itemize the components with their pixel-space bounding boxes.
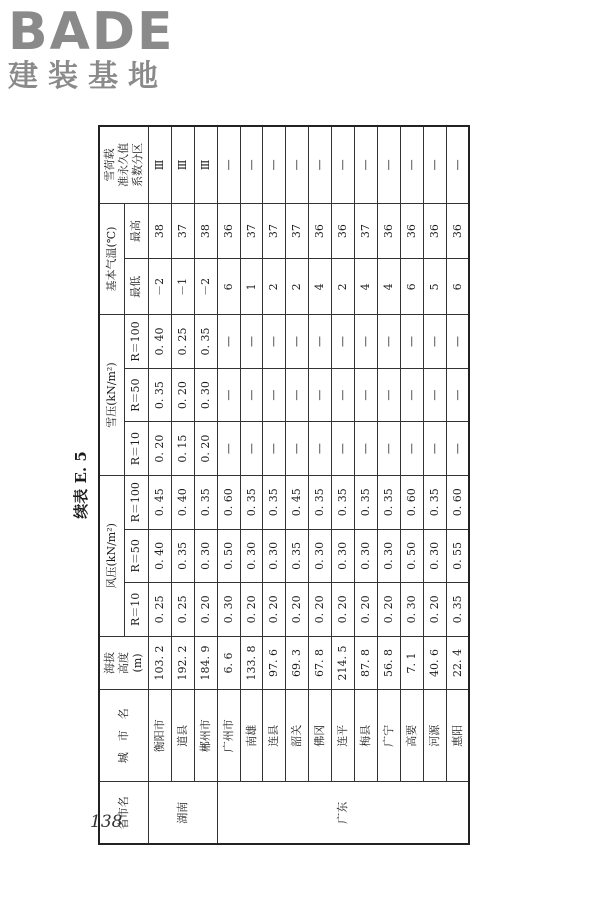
cell-s50: —: [377, 368, 400, 422]
header-temp-min: 最低: [124, 259, 148, 315]
cell-s100: —: [423, 315, 446, 369]
cell-city: 郴州市: [194, 690, 217, 782]
cell-s100: —: [355, 315, 378, 369]
table-row: [171, 126, 194, 844]
cell-w100: 0. 60: [446, 475, 469, 529]
cell-w100: 0. 35: [194, 475, 217, 529]
cell-tmax: 37: [171, 203, 194, 259]
cell-w50: 0. 30: [355, 529, 378, 583]
cell-s10: —: [423, 422, 446, 476]
table-row: [332, 126, 355, 844]
cell-s50: —: [423, 368, 446, 422]
cell-zone: —: [217, 126, 240, 203]
header-snow-r10: R＝10: [124, 422, 148, 476]
cell-s100: —: [446, 315, 469, 369]
table-row: [309, 126, 332, 844]
cell-s10: —: [309, 422, 332, 476]
cell-w100: 0. 45: [149, 475, 172, 529]
header-snow-r50: R＝50: [124, 368, 148, 422]
cell-s100: 0. 35: [194, 315, 217, 369]
header-wind-r100: R＝100: [124, 475, 148, 529]
cell-s10: —: [286, 422, 309, 476]
table-row: [400, 126, 423, 844]
cell-tmax: 36: [400, 203, 423, 259]
cell-zone: —: [240, 126, 263, 203]
cell-alt: 184. 9: [194, 636, 217, 690]
cell-w50: 0. 35: [286, 529, 309, 583]
cell-s50: 0. 20: [171, 368, 194, 422]
cell-tmax: 37: [286, 203, 309, 259]
table-row: [355, 126, 378, 844]
cell-w100: 0. 60: [400, 475, 423, 529]
cell-s50: 0. 30: [194, 368, 217, 422]
cell-city: 连县: [263, 690, 286, 782]
cell-tmax: 36: [446, 203, 469, 259]
cell-city: 南雄: [240, 690, 263, 782]
cell-tmax: 38: [149, 203, 172, 259]
cell-w10: 0. 20: [240, 583, 263, 637]
cell-tmin: 6: [217, 259, 240, 315]
cell-w50: 0. 30: [309, 529, 332, 583]
cell-zone: —: [377, 126, 400, 203]
cell-alt: 103. 2: [149, 636, 172, 690]
cell-w10: 0. 30: [217, 583, 240, 637]
header-city: 城 市 名: [99, 690, 149, 782]
cell-alt: 67. 8: [309, 636, 332, 690]
cell-city: 道县: [171, 690, 194, 782]
cell-tmax: 37: [355, 203, 378, 259]
cell-s10: —: [400, 422, 423, 476]
table-row: [446, 126, 469, 844]
cell-city: 韶关: [286, 690, 309, 782]
province-cell: 广东: [217, 782, 469, 844]
table-row: [377, 126, 400, 844]
cell-w100: 0. 45: [286, 475, 309, 529]
header-wind-r10: R＝10: [124, 583, 148, 637]
cell-s10: 0. 20: [194, 422, 217, 476]
cell-alt: 133. 8: [240, 636, 263, 690]
cell-zone: —: [286, 126, 309, 203]
logo-wordmark: BADE: [8, 2, 175, 62]
cell-s100: —: [240, 315, 263, 369]
header-basic-temperature: 基本气温(℃): [99, 203, 124, 314]
cell-zone: —: [332, 126, 355, 203]
header-snow-r100: R＝100: [124, 315, 148, 369]
cell-w50: 0. 30: [263, 529, 286, 583]
cell-w100: 0. 35: [309, 475, 332, 529]
cell-s100: —: [263, 315, 286, 369]
cell-alt: 6. 6: [217, 636, 240, 690]
cell-s100: —: [286, 315, 309, 369]
cell-tmin: 2: [286, 259, 309, 315]
cell-tmax: 38: [194, 203, 217, 259]
cell-zone: Ⅲ: [171, 126, 194, 203]
table-row: [286, 126, 309, 844]
header-zone-line1: 雪荷载: [103, 148, 116, 182]
cell-tmin: 4: [377, 259, 400, 315]
cell-s50: —: [286, 368, 309, 422]
cell-w50: 0. 30: [194, 529, 217, 583]
cell-s100: 0. 25: [171, 315, 194, 369]
header-altitude-line3: (m): [131, 653, 144, 673]
cell-s100: —: [400, 315, 423, 369]
cell-w10: 0. 20: [309, 583, 332, 637]
logo-subtitle: 建装基地: [8, 59, 168, 94]
cell-w50: 0. 30: [377, 529, 400, 583]
header-wind-pressure: 风压(kN/m²): [99, 475, 124, 636]
cell-s50: —: [400, 368, 423, 422]
cell-city: 连平: [332, 690, 355, 782]
cell-w50: 0. 30: [240, 529, 263, 583]
table-row: [263, 126, 286, 844]
cell-zone: —: [446, 126, 469, 203]
cell-alt: 7. 1: [400, 636, 423, 690]
cell-city: 佛冈: [309, 690, 332, 782]
cell-zone: Ⅲ: [149, 126, 172, 203]
cell-tmin: 2: [332, 259, 355, 315]
cell-alt: 56. 8: [377, 636, 400, 690]
cell-s10: —: [332, 422, 355, 476]
cell-tmax: 36: [332, 203, 355, 259]
cell-s10: —: [240, 422, 263, 476]
cell-w100: 0. 35: [332, 475, 355, 529]
header-wind-r50: R＝50: [124, 529, 148, 583]
table-row: [149, 126, 172, 844]
table-row: [194, 126, 217, 844]
cell-city: 惠阳: [446, 690, 469, 782]
cell-w50: 0. 40: [149, 529, 172, 583]
cell-alt: 97. 6: [263, 636, 286, 690]
header-temp-max: 最高: [124, 203, 148, 259]
cell-s100: —: [217, 315, 240, 369]
cell-tmax: 36: [309, 203, 332, 259]
cell-w10: 0. 20: [286, 583, 309, 637]
cell-w100: 0. 35: [377, 475, 400, 529]
cell-alt: 214. 5: [332, 636, 355, 690]
cell-zone: Ⅲ: [194, 126, 217, 203]
cell-tmin: －1: [171, 259, 194, 315]
cell-w10: 0. 30: [400, 583, 423, 637]
header-province: 省市名: [99, 782, 149, 844]
cell-w100: 0. 35: [240, 475, 263, 529]
cell-tmin: 4: [355, 259, 378, 315]
header-snow-pressure: 雪压(kN/m²): [99, 315, 124, 476]
cell-w10: 0. 35: [446, 583, 469, 637]
cell-s100: —: [309, 315, 332, 369]
table-row: [240, 126, 263, 844]
header-zone-line3: 系数分区: [131, 142, 144, 187]
cell-w10: 0. 20: [423, 583, 446, 637]
cell-alt: 22. 4: [446, 636, 469, 690]
header-snow-zone: [99, 126, 149, 203]
table-title: 续表 E. 5: [72, 451, 90, 519]
cell-w10: 0. 20: [355, 583, 378, 637]
cell-tmax: 36: [217, 203, 240, 259]
cell-s10: —: [446, 422, 469, 476]
header-altitude-line2: 高度: [117, 651, 130, 674]
cell-w50: 0. 30: [332, 529, 355, 583]
cell-s10: —: [355, 422, 378, 476]
cell-s100: 0. 40: [149, 315, 172, 369]
table-row: [217, 126, 240, 844]
cell-w10: 0. 25: [171, 583, 194, 637]
cell-s50: —: [446, 368, 469, 422]
cell-tmin: －2: [149, 259, 172, 315]
cell-s50: —: [240, 368, 263, 422]
cell-w50: 0. 50: [217, 529, 240, 583]
cell-zone: —: [400, 126, 423, 203]
table-body: [149, 126, 470, 844]
cell-city: 广宁: [377, 690, 400, 782]
cell-alt: 87. 8: [355, 636, 378, 690]
rotated-table-page: [70, 125, 520, 845]
cell-tmin: 6: [446, 259, 469, 315]
cell-w10: 0. 20: [194, 583, 217, 637]
cell-city: 广州市: [217, 690, 240, 782]
cell-zone: —: [355, 126, 378, 203]
cell-s10: —: [263, 422, 286, 476]
header-altitude-line1: 海拔: [103, 651, 116, 674]
cell-s50: —: [332, 368, 355, 422]
cell-s50: —: [217, 368, 240, 422]
cell-w50: 0. 35: [171, 529, 194, 583]
cell-city: 梅县: [355, 690, 378, 782]
cell-alt: 192. 2: [171, 636, 194, 690]
cell-city: 河源: [423, 690, 446, 782]
brand-logo: [8, 2, 175, 94]
header-zone-line2: 准永久值: [117, 142, 130, 187]
cell-w50: 0. 50: [400, 529, 423, 583]
cell-city: 高要: [400, 690, 423, 782]
header-altitude: [99, 636, 149, 690]
cell-w50: 0. 55: [446, 529, 469, 583]
cell-w100: 0. 35: [355, 475, 378, 529]
cell-s100: —: [332, 315, 355, 369]
cell-tmax: 37: [240, 203, 263, 259]
cell-zone: —: [309, 126, 332, 203]
cell-w100: 0. 35: [423, 475, 446, 529]
cell-w100: 0. 35: [263, 475, 286, 529]
cell-w10: 0. 20: [263, 583, 286, 637]
cell-s100: —: [377, 315, 400, 369]
cell-s50: —: [309, 368, 332, 422]
cell-s10: 0. 20: [149, 422, 172, 476]
cell-zone: —: [423, 126, 446, 203]
table-row: [423, 126, 446, 844]
cell-alt: 69. 3: [286, 636, 309, 690]
cell-w10: 0. 20: [377, 583, 400, 637]
cell-w10: 0. 20: [332, 583, 355, 637]
cell-tmin: 2: [263, 259, 286, 315]
cell-w100: 0. 40: [171, 475, 194, 529]
cell-s50: —: [263, 368, 286, 422]
cell-tmin: 6: [400, 259, 423, 315]
cell-tmin: 4: [309, 259, 332, 315]
cell-tmax: 37: [263, 203, 286, 259]
cell-zone: —: [263, 126, 286, 203]
cell-s10: —: [377, 422, 400, 476]
cell-w100: 0. 60: [217, 475, 240, 529]
province-cell: 湖南: [149, 782, 218, 844]
cell-city: 衡阳市: [149, 690, 172, 782]
cell-tmax: 36: [423, 203, 446, 259]
cell-tmax: 36: [377, 203, 400, 259]
climate-data-table: [98, 125, 470, 845]
cell-s50: 0. 35: [149, 368, 172, 422]
cell-w10: 0. 25: [149, 583, 172, 637]
cell-alt: 40. 6: [423, 636, 446, 690]
cell-tmin: －2: [194, 259, 217, 315]
cell-s10: 0. 15: [171, 422, 194, 476]
cell-s50: —: [355, 368, 378, 422]
cell-w50: 0. 30: [423, 529, 446, 583]
cell-tmin: 1: [240, 259, 263, 315]
cell-s10: —: [217, 422, 240, 476]
cell-tmin: 5: [423, 259, 446, 315]
page-number: 138: [90, 812, 123, 832]
